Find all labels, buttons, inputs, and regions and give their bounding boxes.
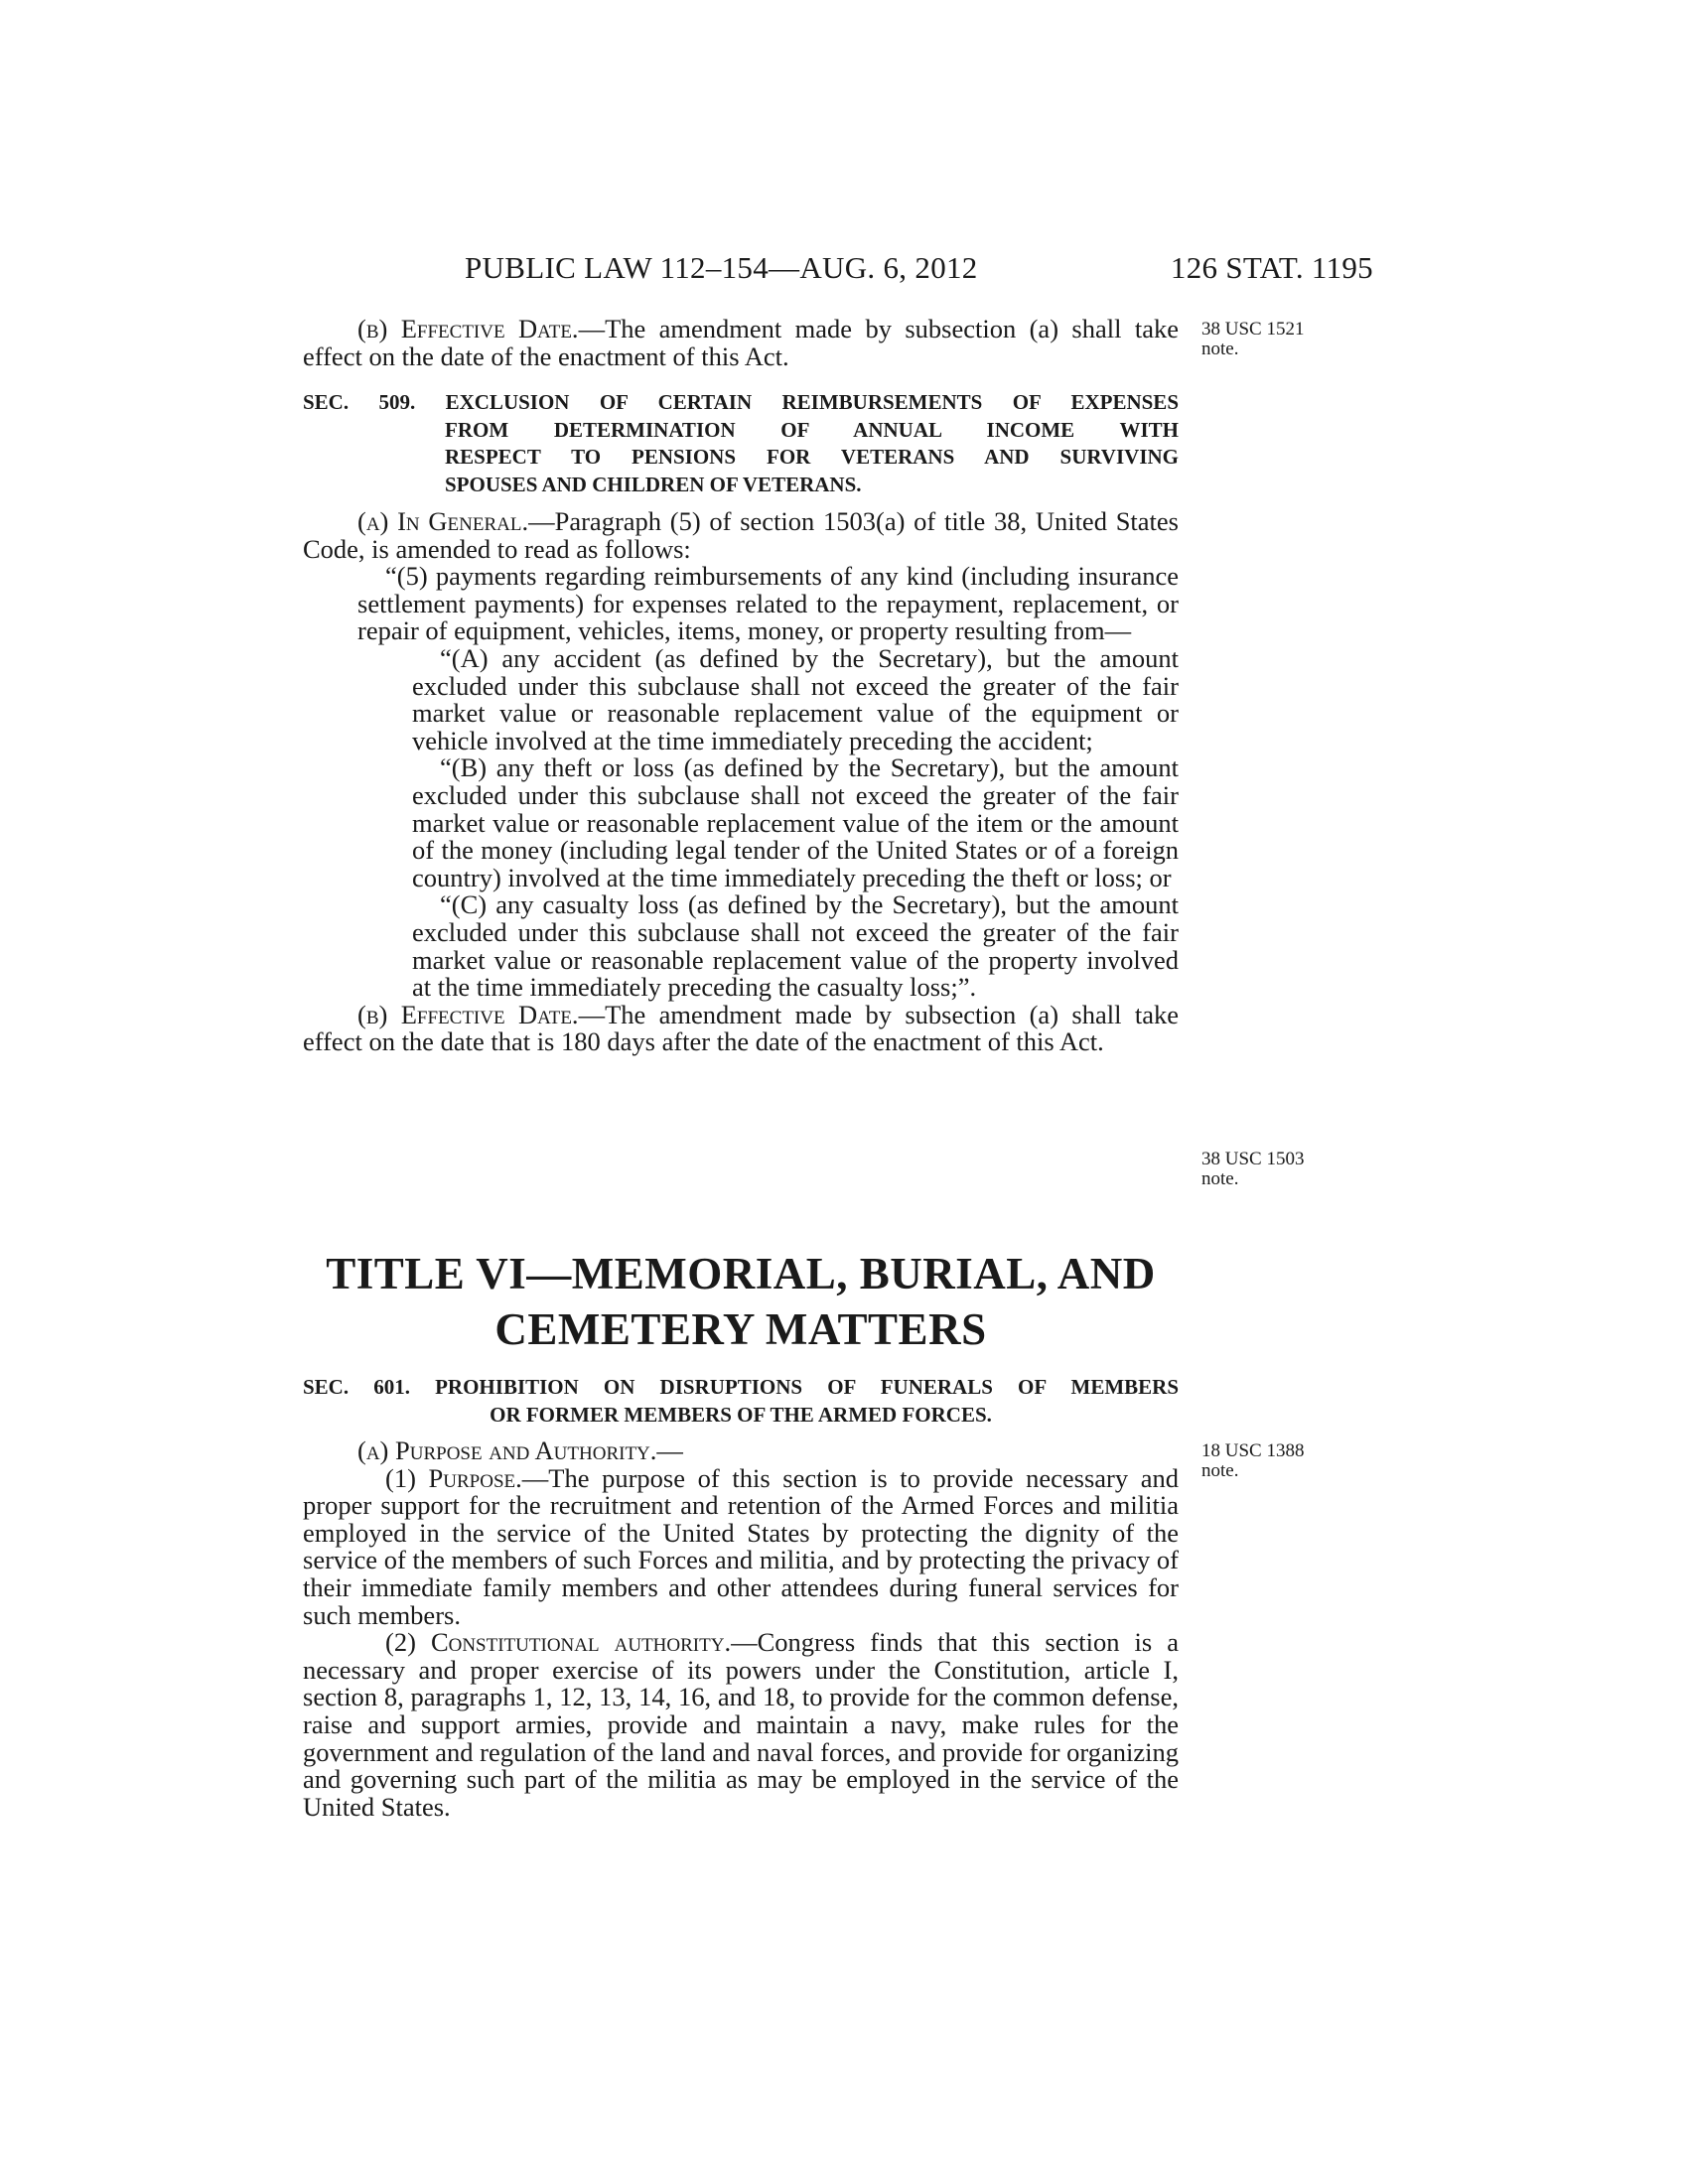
sec508b-text: —The amendment made by subsection (a) shall take effect on the date of the enactment of this Act. xyxy=(303,314,1179,371)
margin-note-18usc1388: 18 USC 1388 note. xyxy=(1201,1440,1305,1481)
sec509a-label: (a) In General. xyxy=(357,506,529,536)
sec509b-label: (b) Effective Date. xyxy=(357,999,579,1029)
sec509-paragraph-5: “(5) payments regarding reimbursements of any kind (including insurance settlement payments) for expenses related to the repayment, replacement, or repair of equipment, vehicles, items, money, or property resulting from— xyxy=(357,561,1179,646)
running-header xyxy=(465,250,1373,290)
sec509-subparagraph-c: “(C) any casualty loss (as defined by the Secretary), but the amount excluded under this subclause shall not exceed the greater of the fair market value or reasonable replacement value of the property involved at the time immediately preceding the casualty loss;”. xyxy=(412,889,1179,1003)
header-law-citation: PUBLIC LAW 112–154—AUG. 6, 2012 xyxy=(465,250,978,285)
sec509-heading: SEC. 509. EXCLUSION OF CERTAIN REIMBURSEMENTS OF EXPENSES FROM DETERMINATION OF ANNUAL INCOME WITH RESPECT TO PENSIONS FOR VETERANS AND SURVIVING SPOUSES AND CHILDREN OF VETERANS. xyxy=(303,390,1179,496)
sec508-subsection-b xyxy=(303,316,1179,370)
sec601-p1-text: —The purpose of this section is to provide necessary and proper support for the recruitment and retention of the Armed Forces and militia employed in the service of the United States by protecting the dignity of the service of the members of such Forces and militia, and by protecting the privacy of their immediate family members and other attendees during funeral services for such members. xyxy=(303,1462,1179,1630)
sec601-p2-label: (2) Constitutional authority. xyxy=(385,1627,732,1658)
sec601-heading: SEC. 601. PROHIBITION ON DISRUPTIONS OF FUNERALS OF MEMBERS OR FORMER MEMBERS OF THE ARMED FORCES. xyxy=(303,1375,1180,1427)
sec601a-label: (a) Purpose and Authority. xyxy=(357,1435,657,1465)
sec601-number: SEC. 601. xyxy=(303,1375,410,1399)
header-stat-page: 126 STAT. 1195 xyxy=(1170,250,1373,285)
sec509-subparagraph-b: “(B) any theft or loss (as defined by the Secretary), but the amount excluded under this subclause shall not exceed the greater of the fair market value or reasonable replacement value of the item or the amount of the money (including legal tender of the United States or of a foreign country) involved at the time immediately preceding the theft or loss; or xyxy=(412,752,1179,892)
sec508b-label: (b) Effective Date. xyxy=(357,314,579,343)
sec509-number: SEC. 509. xyxy=(303,390,416,414)
sec509-subparagraph-a: “(A) any accident (as defined by the Secretary), but the amount excluded under this subclause shall not exceed the greater of the fair market value or reasonable replacement value of the equipment or vehicle involved at the time immediately preceding the accident; xyxy=(412,642,1179,755)
sec509-body: (a) In General.—Paragraph (5) of section 1503(a) of title 38, United States Code, is amended to read as follows: “(5) payments regarding reimbursements of any kind (including insurance settlement payments) for expenses related to the repayment, replacement, or repair of equipment, vehicles, items, money, or property resulting from— “(A) any accident (as defined by the Secretary), but the amount excluded under this subclause shall not exceed the greater of the fair market value or reasonable replacement value of the equipment or vehicle involved at the time immediately preceding the accident; “(B) any theft or loss (as defined by the Secretary), but the amount excluded under this subclause shall not exceed the greater of the fair market value or reasonable replacement value of the item or the amount of the money (including legal tender of the United States or of a foreign country) involved at the time immediately preceding the theft or loss; or “(C) any casualty loss (as defined by the Secretary), but the amount excluded under this subclause shall not exceed the greater of the fair market value or reasonable replacement value of the property involved at the time immediately preceding the casualty loss;”. (b) Effective Date.—The amendment made by subsection (a) shall take effect on the date that is 180 days after the date of the enactment of this Act. xyxy=(303,506,1179,1057)
sec601-body: (a) Purpose and Authority.— (1) Purpose.—The purpose of this section is to provide necessary and proper support for the recruitment and retention of the Armed Forces and militia employed in the service of the United States by protecting the dignity of the service of the members of such Forces and militia, and by protecting the privacy of their immediate family members and other attendees during funeral services for such members. (2) Constitutional authority.—Congress finds that this section is a necessary and proper exercise of its powers under the Constitution, article I, section 8, paragraphs 1, 12, 13, 14, 16, and 18, to provide for the common defense, raise and support armies, provide and maintain a navy, make rules for the government and regulation of the land and naval forces, and provide for organizing and governing such part of the militia as may be employed in the service of the United States. xyxy=(303,1435,1179,1822)
sec601-p2-text: —Congress finds that this section is a necessary and proper exercise of its powers under the Constitution, article I, section 8, paragraphs 1, 12, 13, 14, 16, and 18, to provide for the common defense, raise and support armies, provide and maintain a navy, make rules for the government and regulation of the land and naval forces, and provide for organizing and governing such part of the militia as may be employed in the service of the United States. xyxy=(303,1627,1179,1822)
margin-note-38usc1503: 38 USC 1503 note. xyxy=(1201,1149,1305,1189)
margin-note-38usc1521: 38 USC 1521 note. xyxy=(1201,319,1305,359)
title-vi-heading: TITLE VI—MEMORIAL, BURIAL, AND CEMETERY MATTERS xyxy=(326,1249,1156,1354)
sec601-p1-label: (1) Purpose. xyxy=(385,1462,522,1493)
